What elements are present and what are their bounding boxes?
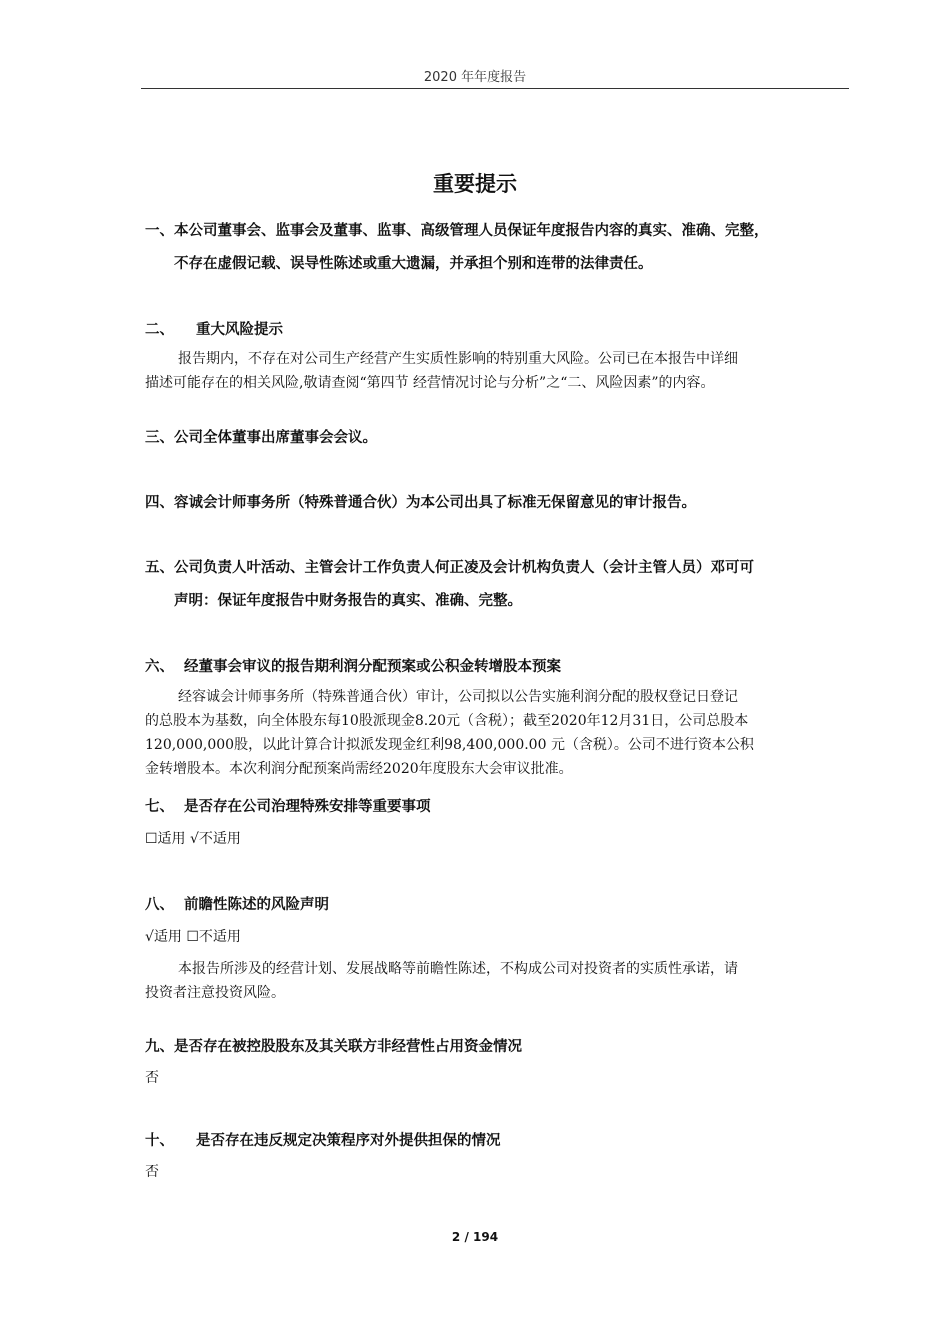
section-8-para-line-1: 本报告所涉及的经营计划、发展战略等前瞻性陈述，不构成公司对投资者的实质性承诺，请: [178, 961, 738, 977]
section-3-line-1: 三、公司全体董事出席董事会会议。: [145, 430, 377, 446]
section-5-line-1: 五、公司负责人叶活动、主管会计工作负责人何正凌及会计机构负责人（会计主管人员）邓可可: [145, 560, 754, 576]
page-title: 重要提示: [433, 172, 517, 196]
page-number: 2 / 194: [451, 1230, 499, 1244]
section-4-line-1: 四、容诚会计师事务所（特殊普通合伙）为本公司出具了标准无保留意见的审计报告。: [145, 495, 696, 511]
section-10-answer: 否: [145, 1164, 159, 1180]
section-8-heading: 前瞻性陈述的风险声明: [184, 897, 329, 913]
section-9-answer: 否: [145, 1070, 159, 1086]
section-1-line-1: 一、本公司董事会、监事会及董事、监事、高级管理人员保证年度报告内容的真实、准确、完整，: [145, 223, 769, 239]
section-7-options: ☐适用 √不适用: [145, 831, 241, 847]
section-2-para-line-1: 报告期内，不存在对公司生产经营产生实质性影响的特别重大风险。公司已在本报告中详细: [178, 351, 738, 367]
section-5-line-2: 声明：保证年度报告中财务报告的真实、准确、完整。: [174, 593, 522, 609]
section-1-line-2: 不存在虚假记载、误导性陈述或重大遗漏，并承担个别和连带的法律责任。: [174, 256, 653, 272]
section-2-para-line-2: 描述可能存在的相关风险,敬请查阅“第四节 经营情况讨论与分析”之“二、风险因素”的内容。: [145, 375, 715, 391]
section-2-number: 二、: [145, 322, 174, 338]
section-10-number: 十、: [145, 1133, 174, 1149]
header-rule: [141, 88, 849, 89]
section-8-number: 八、: [145, 897, 174, 913]
section-9-line-1: 九、是否存在被控股股东及其关联方非经营性占用资金情况: [145, 1039, 522, 1055]
section-6-para-line-2: 的总股本为基数，向全体股东每10股派现金8.20元（含税）；截至2020年12月31日，公司总股本: [145, 713, 749, 729]
section-7-number: 七、: [145, 799, 174, 815]
section-7-heading: 是否存在公司治理特殊安排等重要事项: [184, 799, 431, 815]
section-6-para-line-1: 经容诚会计师事务所（特殊普通合伙）审计，公司拟以公告实施利润分配的股权登记日登记: [178, 689, 738, 705]
section-8-options: √适用 ☐不适用: [145, 929, 241, 945]
section-8-para-line-2: 投资者注意投资风险。: [145, 985, 285, 1001]
section-2-heading: 重大风险提示: [196, 322, 283, 338]
section-6-para-line-4: 金转增股本。本次利润分配预案尚需经2020年度股东大会审议批准。: [145, 761, 573, 777]
section-6-heading: 经董事会审议的报告期利润分配预案或公积金转增股本预案: [184, 659, 561, 675]
section-10-heading: 是否存在违反规定决策程序对外提供担保的情况: [196, 1133, 501, 1149]
section-6-number: 六、: [145, 659, 174, 675]
section-6-para-line-3: 120,000,000股，以此计算合计拟派发现金红利98,400,000.00 元（含税）。公司不进行资本公积: [145, 737, 754, 753]
running-header: 2020 年年度报告: [423, 70, 527, 85]
